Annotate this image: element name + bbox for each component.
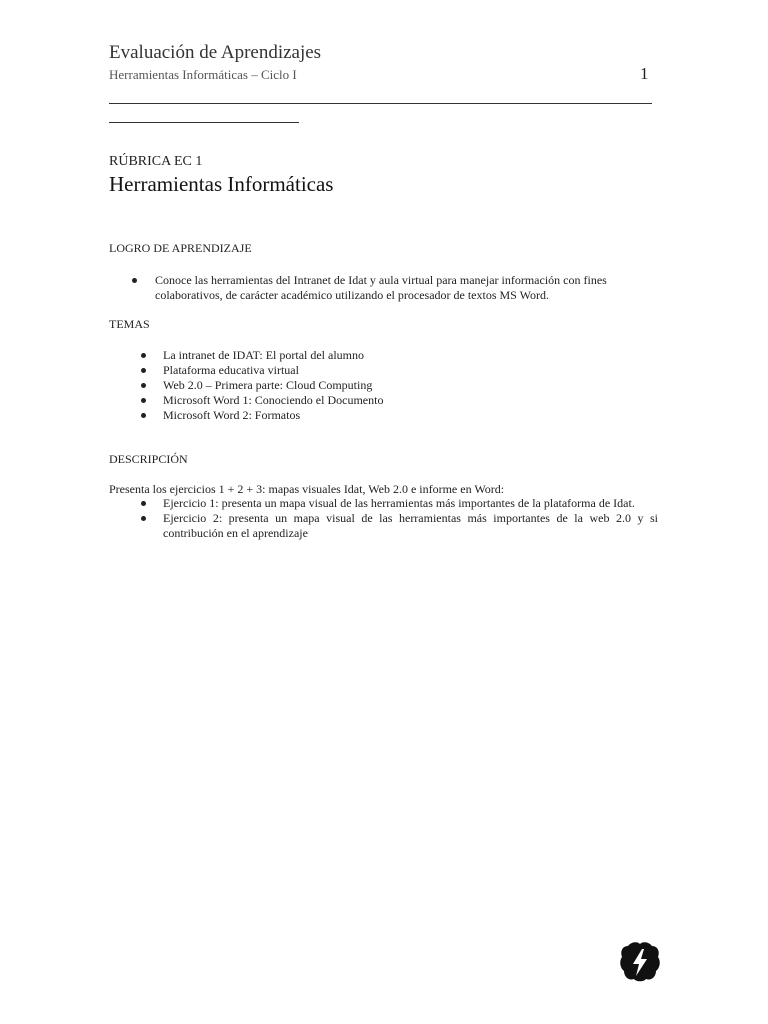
bullet-icon	[141, 516, 146, 521]
bullet-icon	[141, 413, 146, 418]
descripcion-list	[163, 496, 658, 541]
list-item-text: Plataforma educativa virtual	[163, 363, 299, 377]
course-title: Herramientas Informáticas	[109, 172, 334, 196]
bullet-icon	[141, 501, 146, 506]
header-rule-line-short	[109, 122, 299, 123]
list-item	[163, 496, 658, 511]
list-item	[163, 408, 643, 423]
temas-heading: TEMAS	[109, 317, 150, 331]
header-title: Evaluación de Aprendizajes	[109, 42, 322, 63]
bullet-icon	[141, 353, 146, 358]
header-subtitle: Herramientas Informáticas – Ciclo I	[109, 67, 297, 82]
list-item-text: Ejercicio 1: presenta un mapa visual de las herramientas más importantes de la plataforma de Idat.	[163, 496, 635, 510]
page-number: 1	[640, 64, 649, 83]
descripcion-intro: Presenta los ejercicios 1 + 2 + 3: mapas visuales Idat, Web 2.0 e informe en Word:	[109, 482, 505, 496]
scribd-logo-icon[interactable]	[620, 940, 660, 984]
header-rule-line	[109, 103, 652, 104]
rubrica-label: RÚBRICA EC 1	[109, 154, 203, 169]
list-item	[163, 393, 643, 408]
list-item-text: La intranet de IDAT: El portal del alumno	[163, 348, 365, 362]
logro-heading: LOGRO DE APRENDIZAJE	[109, 241, 252, 255]
list-item-text: Conoce las herramientas del Intranet de Idat y aula virtual para manejar información con fines colaborativos, de carácter académico utilizando el procesador de textos MS Word.	[155, 273, 607, 302]
list-item-text: Microsoft Word 1: Conociendo el Documento	[163, 393, 384, 407]
bullet-icon	[141, 383, 146, 388]
bullet-icon	[141, 398, 146, 403]
list-item-text: Microsoft Word 2: Formatos	[163, 408, 301, 422]
list-item-text: Web 2.0 – Primera parte: Cloud Computing	[163, 378, 373, 392]
list-item-text: Ejercicio 2: presenta un mapa visual de las herramientas más importantes de la web 2.0 y si contribución en el aprendizaje	[163, 511, 658, 540]
descripcion-heading: DESCRIPCIÓN	[109, 452, 188, 466]
list-item	[163, 511, 658, 541]
list-item	[163, 348, 643, 363]
bullet-icon	[132, 278, 137, 283]
list-item	[163, 378, 643, 393]
logro-list	[155, 273, 655, 303]
bullet-icon	[141, 368, 146, 373]
list-item	[155, 273, 655, 303]
list-item	[163, 363, 643, 378]
temas-list	[163, 348, 643, 423]
